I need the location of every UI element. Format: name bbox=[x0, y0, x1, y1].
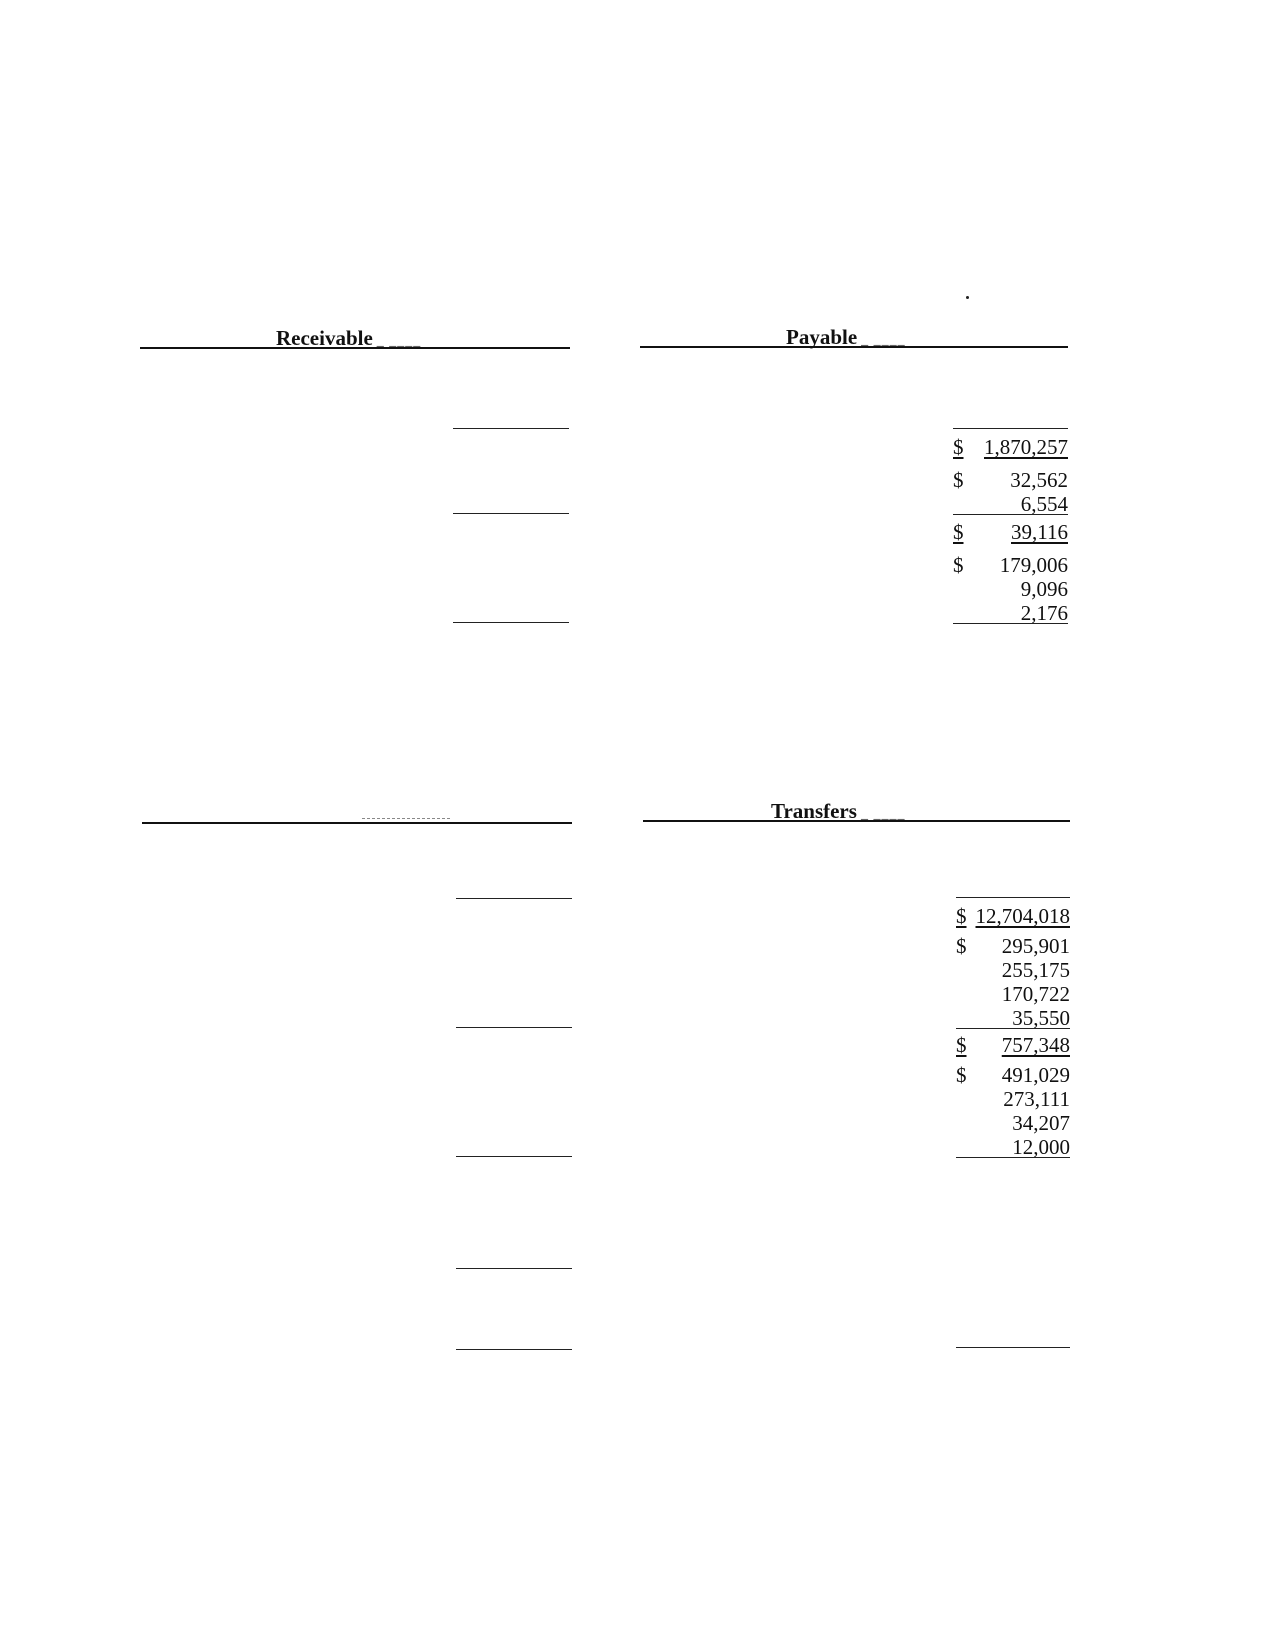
right-subtotal-rule bbox=[953, 623, 1068, 624]
left-subtotal-rule bbox=[456, 1349, 572, 1350]
line-value: 34,207 bbox=[1012, 1111, 1070, 1135]
dollar-sign: $ bbox=[953, 553, 964, 577]
dollar-sign: $ bbox=[953, 435, 964, 459]
payable-header-dashes: _ ____ bbox=[861, 333, 906, 348]
left-subtotal-rule bbox=[456, 1156, 572, 1157]
left-header-rule bbox=[142, 822, 572, 824]
line-value: 491,029 bbox=[1001, 1063, 1070, 1087]
dollar-sign: $ bbox=[956, 1033, 967, 1057]
right-subtotal-rule bbox=[956, 1347, 1070, 1348]
transfers-header-dashes: _ ____ bbox=[860, 807, 906, 822]
dollar-sign: $ bbox=[956, 934, 967, 958]
left-subtotal-rule bbox=[456, 1027, 572, 1028]
receivable-header-rule bbox=[140, 347, 570, 349]
faint-header-dashes bbox=[362, 818, 450, 819]
line-value: 295,901 bbox=[1001, 934, 1070, 958]
line-value: 6,554 bbox=[1020, 492, 1068, 516]
transfers-header-rule bbox=[643, 820, 1070, 822]
line-value: 273,111 bbox=[1003, 1087, 1070, 1111]
receivable-header-label: Receivable bbox=[276, 326, 373, 350]
total-value: 757,348 bbox=[1001, 1033, 1070, 1057]
right-subtotal-rule bbox=[953, 428, 1068, 429]
dollar-sign: $ bbox=[956, 1063, 967, 1087]
receivable-header-dashes: _ ____ bbox=[376, 334, 422, 349]
payable-header-rule bbox=[640, 346, 1068, 348]
line-value: 255,175 bbox=[1001, 958, 1070, 982]
line-value: 2,176 bbox=[1020, 601, 1068, 625]
total-value: 39,116 bbox=[1011, 520, 1068, 544]
line-value: 179,006 bbox=[999, 553, 1068, 577]
line-value: 9,096 bbox=[1020, 577, 1068, 601]
payable-header-label: Payable bbox=[786, 325, 858, 349]
stray-mark bbox=[966, 296, 969, 299]
line-value: 12,000 bbox=[1012, 1135, 1070, 1159]
left-subtotal-rule bbox=[453, 622, 569, 623]
dollar-sign: $ bbox=[953, 468, 964, 492]
left-subtotal-rule bbox=[453, 428, 569, 429]
line-value: 32,562 bbox=[1010, 468, 1068, 492]
dollar-sign: $ bbox=[953, 520, 964, 544]
left-subtotal-rule bbox=[456, 898, 572, 899]
line-value: 35,550 bbox=[1012, 1006, 1070, 1030]
transfers-header-label: Transfers bbox=[771, 799, 857, 823]
total-value: 12,704,018 bbox=[975, 904, 1070, 928]
right-subtotal-rule bbox=[956, 1157, 1070, 1158]
total-value: 1,870,257 bbox=[984, 435, 1068, 459]
right-subtotal-rule bbox=[956, 1028, 1070, 1029]
dollar-sign: $ bbox=[956, 904, 967, 928]
right-subtotal-rule bbox=[956, 897, 1070, 898]
left-subtotal-rule bbox=[453, 513, 569, 514]
left-subtotal-rule bbox=[456, 1268, 572, 1269]
right-subtotal-rule bbox=[953, 514, 1068, 515]
line-value: 170,722 bbox=[1001, 982, 1070, 1006]
